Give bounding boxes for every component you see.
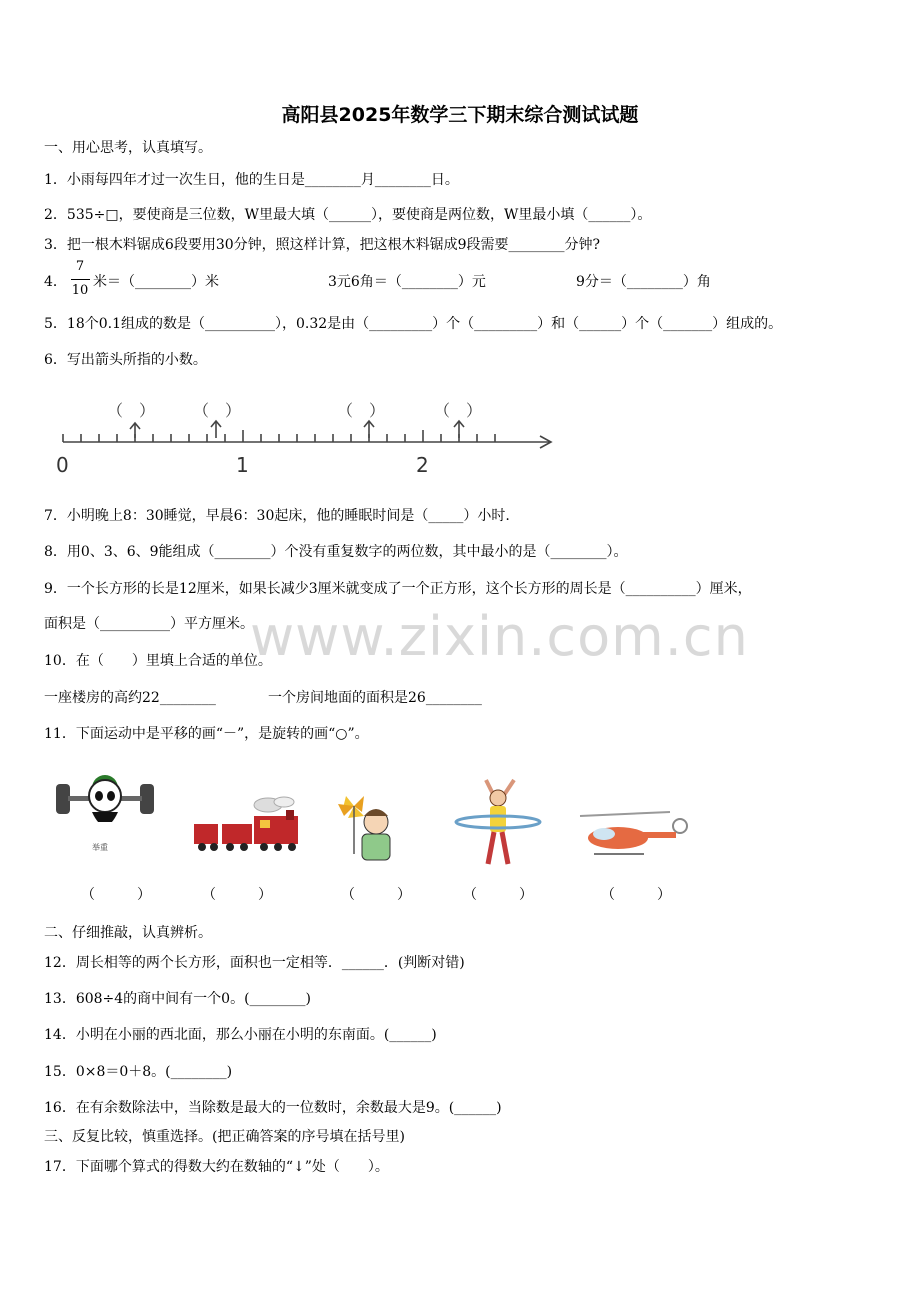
question-10-part-a: 一座楼房的高约22________ (44, 690, 216, 706)
question-16: 16．在有余数除法中，当除数是最大的一位数时，余数最大是9。(______) (44, 1100, 502, 1116)
helicopter-image (574, 808, 692, 860)
page-title: 高阳县2025年数学三下期末综合测试试题 (281, 104, 639, 126)
fraction-denominator: 10 (71, 283, 89, 298)
question-3: 3．把一根木料锯成6段要用30分钟，照这样计算，把这根木料锯成9段需要________分钟? (44, 237, 601, 253)
train-image (190, 796, 315, 854)
pointer-arrow-1 (130, 423, 140, 438)
answer-paren-4: （ ） (434, 401, 483, 420)
question-4-part-c: 9分＝（________）角 (576, 274, 711, 290)
section-1-heading: 一、用心思考，认真填写。 (44, 140, 212, 156)
question-4-part-a: 米＝（________）米 (93, 274, 219, 290)
question-12: 12．周长相等的两个长方形，面积也一定相等．______．(判断对错) (44, 955, 465, 971)
question-9-line-1: 9．一个长方形的长是12厘米，如果长减少3厘米就变成了一个正方形，这个长方形的周长是（__________）厘米， (44, 581, 752, 597)
question-2: 2．535÷□，要使商是三位数，W里最大填（______），要使商是两位数，W里最小填（______）。 (44, 207, 652, 223)
answer-paren-image-5: （ ） (601, 887, 671, 903)
question-10: 10．在（ ）里填上合适的单位。 (44, 653, 272, 669)
question-14: 14．小明在小丽的西北面，那么小丽在小明的东南面。(______) (44, 1027, 437, 1043)
section-2-heading: 二、仔细推敲，认真辨析。 (44, 925, 212, 941)
tick-marks (63, 430, 495, 442)
pointer-arrow-3 (364, 421, 374, 438)
weightlifting-panda-image (52, 766, 162, 856)
answer-paren-image-2: （ ） (202, 887, 272, 903)
number-line-figure (50, 390, 560, 480)
question-15: 15．0×8＝0＋8。(________) (44, 1064, 233, 1080)
answer-paren-2: （ ） (193, 401, 242, 420)
question-4-part-b: 3元6角＝（________）元 (328, 274, 486, 290)
section-3-heading: 三、反复比较，慎重选择。(把正确答案的序号填在括号里) (44, 1129, 405, 1145)
question-7: 7．小明晚上8：30睡觉，早晨6：30起床，他的睡眠时间是（_____）小时. (44, 508, 510, 524)
question-5: 5．18个0.1组成的数是（__________），0.32是由（_________）个（_________）和（______）个（_______）组成的。 (44, 316, 783, 332)
answer-paren-image-3: （ ） (341, 887, 411, 903)
question-11: 11．下面运动中是平移的画“－”，是旋转的画“○”。 (44, 726, 369, 742)
image-caption: 举重 (92, 843, 108, 852)
fraction-numerator: 7 (75, 259, 85, 274)
question-9-line-2: 面积是（__________）平方厘米。 (44, 616, 254, 632)
pointer-arrow-2 (211, 421, 221, 438)
question-4-number: 4． (44, 274, 67, 290)
pointer-arrow-4 (454, 421, 464, 438)
answer-paren-3: （ ） (337, 401, 386, 420)
question-13: 13．608÷4的商中间有一个0。(________) (44, 991, 312, 1007)
question-6: 6．写出箭头所指的小数。 (44, 352, 207, 368)
answer-paren-image-1: （ ） (81, 887, 151, 903)
answer-paren-1: （ ） (107, 401, 156, 420)
hula-hoop-girl-image (452, 776, 544, 870)
question-1: 1．小雨每四年才过一次生日，他的生日是________月________日。 (44, 172, 459, 188)
question-17: 17．下面哪个算式的得数大约在数轴的“↓”处（ ）。 (44, 1159, 389, 1175)
question-8: 8．用0、3、6、9能组成（________）个没有重复数字的两位数，其中最小的是（________）。 (44, 544, 628, 560)
question-10-part-b: 一个房间地面的面积是26________ (268, 690, 482, 706)
pinwheel-boy-image (328, 784, 400, 864)
axis-label-2: 2 (416, 453, 429, 477)
watermark: www.zixin.com.cn (250, 605, 749, 668)
fraction-bar (71, 279, 90, 280)
axis-label-1: 1 (236, 453, 249, 477)
axis-label-0: 0 (56, 453, 69, 477)
answer-paren-image-4: （ ） (463, 887, 533, 903)
